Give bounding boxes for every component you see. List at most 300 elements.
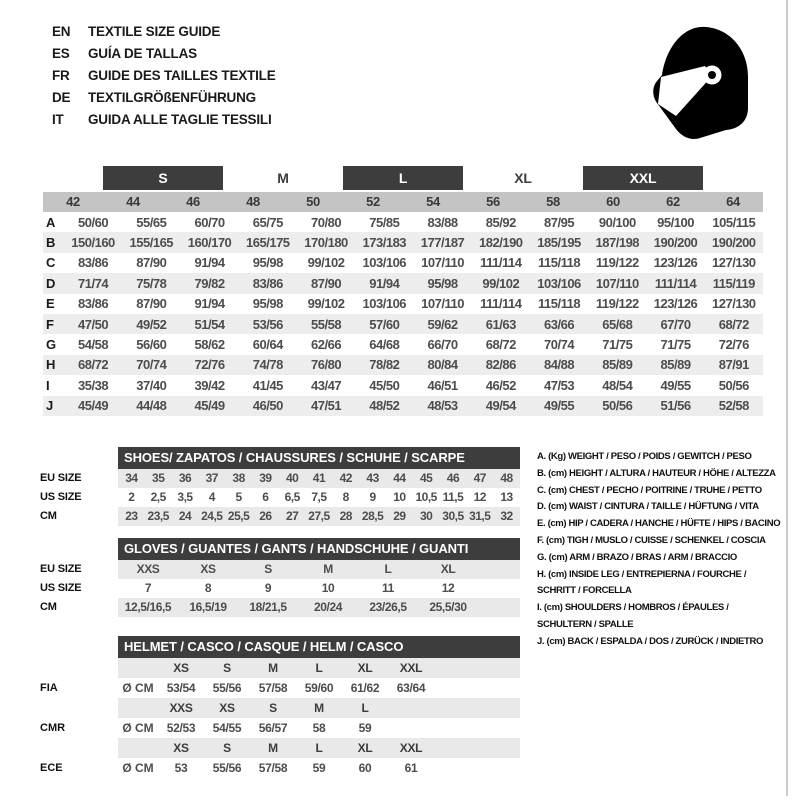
value-cell: 29 <box>393 509 406 523</box>
measurement-cell: 70/74 <box>544 337 575 353</box>
language-title: GUIDE DES TAILLES TEXTILE <box>88 67 276 83</box>
measurement-cell: 35/38 <box>78 377 109 393</box>
measurement-cell: 119/122 <box>595 296 639 312</box>
racing-helmet-icon <box>648 24 754 140</box>
value-cell: 13 <box>500 490 513 504</box>
measurement-cell: 103/106 <box>362 296 407 312</box>
measurement-cell: 61/63 <box>485 316 516 332</box>
measurement-cell: 95/98 <box>252 296 283 312</box>
value-cell: 5 <box>235 490 242 504</box>
size-group-l: L <box>343 166 463 190</box>
value-cell: 44 <box>393 471 406 485</box>
size-group-s: S <box>103 166 223 190</box>
textile-table-body <box>43 212 763 416</box>
value-cell: 12 <box>473 490 486 504</box>
measurement-cell: 49/55 <box>544 398 575 414</box>
value-cell: 28 <box>339 509 352 523</box>
value-cell: 3,5 <box>177 490 193 504</box>
value-cell: 34 <box>125 471 138 485</box>
row-label: US SIZE <box>40 582 82 594</box>
row-label: US SIZE <box>40 491 82 503</box>
language-title: TEXTILE SIZE GUIDE <box>88 23 221 39</box>
measurement-cell: 107/110 <box>595 275 639 291</box>
measurement-cell: 165/175 <box>246 235 290 251</box>
value-cell: 28,5 <box>361 509 384 523</box>
language-title: GUÍA DE TALLAS <box>88 45 197 61</box>
language-code: FR <box>52 67 70 83</box>
value-cell: 24,5 <box>201 509 223 523</box>
measurement-cell: 70/80 <box>311 214 342 230</box>
helmet-size-header: XS <box>173 661 189 675</box>
helmet-size-header: XS <box>219 701 235 715</box>
measurement-cell: 111/114 <box>480 255 522 271</box>
helmet-size-header: XS <box>173 741 189 755</box>
row-values <box>118 488 520 507</box>
value-cell: 26 <box>259 509 272 523</box>
helmet-size-header: L <box>315 661 323 675</box>
measurement-cell: 71/75 <box>660 337 691 353</box>
value-cell: 59 <box>312 761 326 775</box>
measurement-cell: 177/187 <box>420 235 465 251</box>
value-cell: M <box>323 562 333 576</box>
row-label <box>40 658 118 678</box>
helmet-size-header: M <box>268 661 278 675</box>
value-cell: 23/26,5 <box>369 600 407 614</box>
measurement-cell: 65/68 <box>602 316 633 332</box>
helmet-title-bar <box>118 636 520 658</box>
measurement-cell: 46/50 <box>252 398 283 414</box>
textile-size-groups <box>103 166 703 190</box>
row-letter: F <box>46 316 54 332</box>
measurement-cell: 49/54 <box>485 398 516 414</box>
gloves-row-cm <box>40 598 522 617</box>
value-cell: 46 <box>446 471 460 485</box>
helmet-values <box>118 718 520 738</box>
value-cell: 30 <box>419 509 433 523</box>
row-letter: I <box>46 377 50 393</box>
helmet-size-header: XL <box>357 741 373 755</box>
value-cell: XL <box>440 562 456 576</box>
measurement-cell: 103/106 <box>537 275 581 291</box>
unit-label: Ø CM <box>122 721 154 735</box>
value-cell: 41 <box>312 471 326 485</box>
row-label: EU SIZE <box>40 563 82 575</box>
measurement-cell: 105/115 <box>712 214 756 230</box>
measurement-cell: 87/90 <box>136 255 167 271</box>
textile-row-b <box>43 232 763 252</box>
measurement-cell: 111/114 <box>480 296 522 312</box>
row-letter: D <box>46 275 56 291</box>
measurement-cell: 190/200 <box>653 235 698 251</box>
value-cell: XXS <box>136 562 160 576</box>
value-cell: 53/54 <box>166 681 196 695</box>
textile-row-f <box>43 314 763 334</box>
measurement-cell: 85/92 <box>485 214 516 230</box>
row-letter: J <box>46 398 54 414</box>
measurement-cell: 50/56 <box>718 377 749 393</box>
measurement-cell: 72/76 <box>194 357 225 373</box>
measurement-cell: 155/165 <box>129 235 174 251</box>
value-cell: 56/57 <box>258 721 288 735</box>
row-letter: B <box>46 235 56 251</box>
measurement-cell: 182/190 <box>479 235 523 251</box>
measurement-cell: 115/118 <box>538 255 581 271</box>
row-label <box>40 698 118 718</box>
language-row <box>52 108 276 130</box>
value-cell: 39 <box>259 471 272 485</box>
value-cell: 63/64 <box>396 681 426 695</box>
measurement-cell: 57/60 <box>369 316 400 332</box>
measurement-cell: 62/66 <box>311 337 342 353</box>
language-row <box>52 42 276 64</box>
measurement-cell: 45/49 <box>78 398 109 414</box>
row-values <box>118 579 520 598</box>
measurement-cell: 53/56 <box>252 316 283 332</box>
filler <box>478 598 520 617</box>
textile-row-i <box>43 375 763 395</box>
helmet-values <box>118 758 520 778</box>
measurement-cell: 68/72 <box>78 357 109 373</box>
measurement-cell: 47/51 <box>311 398 342 414</box>
textile-size-numbers <box>43 192 763 212</box>
measurement-cell: 49/52 <box>136 316 167 332</box>
gloves-section <box>40 538 522 617</box>
measurement-cell: 87/90 <box>136 296 167 312</box>
legend-line: SCHRITT / FORCELLA <box>537 585 632 597</box>
filler <box>434 678 520 698</box>
size-group-xxl: XXL <box>583 166 703 190</box>
filler <box>388 698 520 718</box>
helmet-values-cmr <box>40 718 522 738</box>
measurement-cell: 65/75 <box>252 214 283 230</box>
shoes-title: SHOES/ ZAPATOS / CHAUSSURES / SCHUHE / SCARPE <box>124 450 465 465</box>
measurement-cell: 187/198 <box>595 235 640 251</box>
size-column-header: 64 <box>726 194 740 209</box>
measurement-cell: 95/100 <box>657 214 694 230</box>
legend-line: B. (cm) HEIGHT / ALTURA / HAUTEUR / HÖHE / ALTEZZA <box>537 467 776 479</box>
gloves-title-bar <box>118 538 520 560</box>
measurement-cell: 55/65 <box>136 214 167 230</box>
unit-slot <box>118 698 158 718</box>
value-cell: 54/55 <box>212 721 242 735</box>
row-values <box>118 598 520 617</box>
measurement-cell: 95/98 <box>252 255 283 271</box>
measurement-cell: 48/53 <box>427 398 458 414</box>
helmet-size-header: S <box>223 661 231 675</box>
measurement-cell: 44/48 <box>136 398 167 414</box>
measurement-cell: 127/130 <box>712 255 756 271</box>
value-cell: 6,5 <box>284 490 300 504</box>
shoes-row-cm <box>40 507 522 526</box>
value-cell: 59 <box>358 721 372 735</box>
measurement-cell: 95/98 <box>427 275 458 291</box>
value-cell: 7 <box>144 581 152 595</box>
measurement-cell: 46/51 <box>427 377 458 393</box>
measurement-cell: 41/45 <box>252 377 283 393</box>
value-cell: 9 <box>264 581 272 595</box>
unit-label: Ø CM <box>122 681 154 695</box>
gloves-title: GLOVES / GUANTES / GANTS / HANDSCHUHE / GUANTI <box>124 541 469 556</box>
value-cell: 12 <box>441 581 455 595</box>
measurement-cell: 190/200 <box>712 235 756 251</box>
measurement-cell: 91/94 <box>194 255 225 271</box>
measurement-cell: 91/94 <box>369 275 400 291</box>
value-cell: 10 <box>321 581 335 595</box>
homologation-label: ECE <box>40 762 63 774</box>
measurement-cell: 58/62 <box>194 337 225 353</box>
language-row <box>52 86 276 108</box>
measurement-cell: 185/195 <box>537 235 581 251</box>
legend-line: G. (cm) ARM / BRAZO / BRAS / ARM / BRACCIO <box>537 551 737 563</box>
value-cell: 43 <box>366 471 379 485</box>
value-cell: 55/56 <box>212 761 242 775</box>
measurement-cell: 87/95 <box>544 214 575 230</box>
language-row <box>52 20 276 42</box>
measurement-cell: 115/118 <box>538 296 581 312</box>
measurement-cell: 84/88 <box>544 357 575 373</box>
value-cell: 42 <box>339 471 352 485</box>
measurement-cell: 123/126 <box>653 296 698 312</box>
legend-line: SCHULTERN / SPALLE <box>537 618 634 630</box>
filler <box>388 718 520 738</box>
value-cell: 11,5 <box>442 490 464 504</box>
measurement-cell: 150/160 <box>71 235 115 251</box>
measurement-cell: 119/122 <box>595 255 639 271</box>
measurement-cell: 37/40 <box>136 377 167 393</box>
measurement-cell: 82/86 <box>485 357 516 373</box>
value-cell: 32 <box>500 509 513 523</box>
measurement-cell: 99/102 <box>482 275 520 291</box>
measurement-cell: 87/90 <box>311 275 342 291</box>
value-cell: 11 <box>382 581 394 595</box>
helmet-size-header: M <box>314 701 324 715</box>
value-cell: 27 <box>286 509 299 523</box>
measurement-cell: 107/110 <box>421 255 464 271</box>
row-label: EU SIZE <box>40 472 82 484</box>
filler <box>434 758 520 778</box>
measurement-cell: 83/86 <box>252 275 283 291</box>
value-cell: 8 <box>204 581 212 595</box>
legend-line: I. (cm) SHOULDERS / HOMBROS / ÉPAULES / <box>537 602 729 614</box>
language-title: GUIDA ALLE TAGLIE TESSILI <box>88 111 272 127</box>
measurement-cell: 71/75 <box>602 337 633 353</box>
filler <box>478 579 520 598</box>
value-cell: 40 <box>286 471 299 485</box>
textile-row-g <box>43 334 763 354</box>
helmet-size-header: S <box>269 701 277 715</box>
textile-row-c <box>43 253 763 273</box>
value-cell: 16,5/19 <box>189 600 227 614</box>
row-label: CM <box>40 601 57 613</box>
filler <box>434 738 520 758</box>
measurement-cell: 66/70 <box>427 337 458 353</box>
legend-line: E. (cm) HIP / CADERA / HANCHE / HÜFTE / HIPS / BACINO <box>537 518 781 530</box>
measurement-cell: 45/50 <box>369 377 400 393</box>
value-cell: 23 <box>125 509 138 523</box>
measurement-cell: 103/106 <box>362 255 407 271</box>
measurement-cell: 60/64 <box>252 337 283 353</box>
measurement-cell: 55/58 <box>311 316 342 332</box>
size-column-header: 54 <box>426 194 440 209</box>
helmet-sizes-band-ece <box>40 738 522 758</box>
value-cell: 10,5 <box>415 490 437 504</box>
measurement-cell: 85/89 <box>602 357 633 373</box>
row-label <box>40 738 118 758</box>
measurement-cell: 79/82 <box>194 275 225 291</box>
value-cell: 8 <box>342 490 349 504</box>
helmet-values <box>118 678 520 698</box>
measurement-cell: 70/74 <box>136 357 167 373</box>
measurement-cell: 173/183 <box>362 235 407 251</box>
language-title: TEXTILGRÖßENFÜHRUNG <box>88 89 256 105</box>
value-cell: 45 <box>419 471 433 485</box>
measurement-cell: 68/72 <box>718 316 749 332</box>
language-code: EN <box>52 23 71 39</box>
size-column-header: 50 <box>306 194 320 209</box>
value-cell: 23,5 <box>147 509 169 523</box>
measurement-cell: 51/54 <box>194 316 225 332</box>
textile-row-d <box>43 273 763 293</box>
legend-line: C. (cm) CHEST / PECHO / POITRINE / TRUHE / PETTO <box>537 484 762 496</box>
size-group-xl: XL <box>514 170 532 186</box>
measurement-cell: 43/47 <box>311 377 342 393</box>
measurement-legend <box>537 449 787 651</box>
value-cell: 25,5 <box>227 509 250 523</box>
value-cell: 27,5 <box>308 509 330 523</box>
measurement-cell: 48/52 <box>369 398 400 414</box>
row-letter: C <box>46 255 56 271</box>
value-cell: 61 <box>404 761 418 775</box>
helmet-values-fia <box>40 678 522 698</box>
helmet-rows <box>40 658 522 778</box>
legend-line: H. (cm) INSIDE LEG / ENTREPIERNA / FOURCHE / <box>537 568 747 580</box>
language-header <box>52 20 276 130</box>
measurement-cell: 83/86 <box>78 255 109 271</box>
measurement-cell: 80/84 <box>427 357 458 373</box>
unit-slot <box>118 658 158 678</box>
measurement-cell: 78/82 <box>369 357 400 373</box>
measurement-cell: 51/56 <box>660 398 691 414</box>
language-code: ES <box>52 45 70 61</box>
value-cell: 24 <box>178 509 192 523</box>
measurement-cell: 68/72 <box>485 337 516 353</box>
measurement-cell: 99/102 <box>307 255 345 271</box>
value-cell: 61/62 <box>350 681 380 695</box>
row-letter: A <box>46 214 56 230</box>
value-cell: 31,5 <box>469 509 491 523</box>
measurement-cell: 49/55 <box>660 377 691 393</box>
gloves-rows <box>40 560 522 617</box>
value-cell: 37 <box>205 471 218 485</box>
size-column-header: 58 <box>546 194 560 209</box>
measurement-cell: 76/80 <box>311 357 342 373</box>
measurement-cell: 67/70 <box>660 316 691 332</box>
value-cell: 4 <box>208 490 215 504</box>
measurement-cell: 83/88 <box>427 214 458 230</box>
value-cell: 48 <box>500 471 513 485</box>
measurement-cell: 75/78 <box>136 275 167 291</box>
size-group-m: M <box>277 170 289 186</box>
value-cell: 58 <box>312 721 326 735</box>
value-cell: 10 <box>393 490 406 504</box>
helmet-sizes-band-fia <box>40 658 522 678</box>
textile-row-j <box>43 396 763 416</box>
shoes-title-bar <box>118 447 520 469</box>
measurement-cell: 99/102 <box>307 296 345 312</box>
gloves-row-us-size <box>40 579 522 598</box>
value-cell: 52/53 <box>166 721 196 735</box>
value-cell: 30,5 <box>442 509 464 523</box>
value-cell: XS <box>200 562 216 576</box>
measurement-cell: 123/126 <box>653 255 698 271</box>
value-cell: 38 <box>232 471 245 485</box>
language-row <box>52 64 276 86</box>
homologation-label: FIA <box>40 682 58 694</box>
legend-line: F. (cm) TIGH / MUSLO / CUISSE / SCHENKEL / COSCIA <box>537 534 766 546</box>
size-column-header: 56 <box>486 194 500 209</box>
measurement-cell: 170/180 <box>304 235 348 251</box>
gloves-row-eu-size <box>40 560 522 579</box>
row-values <box>118 560 520 579</box>
measurement-cell: 59/62 <box>427 316 458 332</box>
homologation-label: CMR <box>40 722 66 734</box>
measurement-cell: 115/119 <box>712 275 755 291</box>
measurement-cell: 107/110 <box>421 296 464 312</box>
measurement-cell: 72/76 <box>718 337 749 353</box>
size-column-header: 42 <box>66 194 80 209</box>
filler <box>434 658 520 678</box>
measurement-cell: 74/78 <box>252 357 283 373</box>
legend-line: A. (Kg) WEIGHT / PESO / POIDS / GEWITCH / PESO <box>537 451 752 462</box>
value-cell: 53 <box>174 761 188 775</box>
helmet-size-headers <box>118 658 520 678</box>
shoes-row-us-size <box>40 488 522 507</box>
helmet-size-header: S <box>223 741 231 755</box>
language-code: DE <box>52 89 71 105</box>
measurement-cell: 71/74 <box>78 275 109 291</box>
value-cell: 18/21,5 <box>249 600 287 614</box>
measurement-cell: 46/52 <box>485 377 516 393</box>
value-cell: L <box>384 562 392 576</box>
measurement-cell: 90/100 <box>598 214 636 230</box>
size-column-header: 46 <box>186 194 200 209</box>
value-cell: 57/58 <box>258 681 288 695</box>
value-cell: 60 <box>358 761 372 775</box>
helmet-size-headers <box>118 698 520 718</box>
value-cell: 7,5 <box>311 490 327 504</box>
helmet-section <box>40 636 522 778</box>
measurement-cell: 47/50 <box>78 316 109 332</box>
shoes-row-eu-size <box>40 469 522 488</box>
measurement-cell: 111/114 <box>654 275 697 291</box>
filler <box>478 560 520 579</box>
shoes-section <box>40 447 522 526</box>
measurement-cell: 83/86 <box>78 296 109 312</box>
textile-row-h <box>43 355 763 375</box>
helmet-size-header: XL <box>357 661 373 675</box>
value-cell: 36 <box>178 471 192 485</box>
language-code: IT <box>52 111 64 127</box>
helmet-size-header: L <box>315 741 323 755</box>
helmet-sizes-band-cmr <box>40 698 522 718</box>
helmet-size-header: XXL <box>399 741 423 755</box>
measurement-cell: 56/60 <box>136 337 167 353</box>
measurement-cell: 50/56 <box>602 398 633 414</box>
value-cell: 57/58 <box>258 761 288 775</box>
legend-line: D. (cm) WAIST / CINTURA / TAILLE / HÜFTUNG / VITA <box>537 501 759 513</box>
measurement-cell: 50/60 <box>78 214 109 230</box>
value-cell: 2 <box>128 490 135 504</box>
